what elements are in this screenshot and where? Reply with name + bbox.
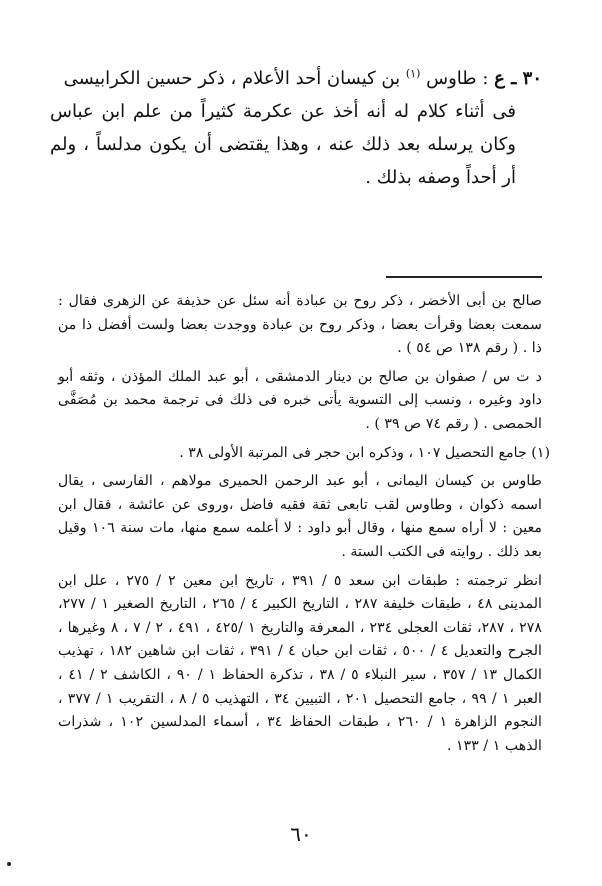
footnote-paragraph-tawus: طاوس بن كيسان اليمانى ، أبو عبد الرحمن الحميرى مولاهم ، الفارسى ، يقال اسمه ذكوان ، وطاوس لقب تابعى ثقة فقيه فاضل ،وروى عن عائشة ، فقال ابن معين : لا أراه سمع منها ، وقال أبو داود : لا أعلمه سمع منها، مات سنة ١٠٦ وقيل بعد ذلك . روايته فى الكتب الستة . — [58, 473, 543, 560]
scan-edge-mark — [7, 862, 11, 866]
footnote-paragraph-safwan: د ت س / صفوان بن صالح بن دينار الدمشقى ، أبو عبد الملك المؤذن ، وثقه أبو داود وغيره ، ونسب إلى التسوية يأتى خبره فى ذلك فى ترجمة محمد بن مُصَفَّى الحمصى . ( رقم ٧٤ ص ٣٩ ) . — [58, 368, 542, 432]
page-body — [50, 62, 550, 754]
main-entry — [50, 62, 542, 194]
footnote-reference[interactable]: (١) — [405, 67, 421, 80]
footnote-separator-rule — [386, 276, 542, 278]
entry-text-line1: بن كيسان أحد الأعلام ، ذكر حسين الكرابيسى — [63, 68, 406, 89]
footnotes-section — [58, 290, 550, 763]
entry-name: طاوس — [426, 68, 477, 89]
footnote-paragraph-sources: انظر ترجمته : طبقات ابن سعد ٥ / ٣٩١ ، تاريخ ابن معين ٢ / ٢٧٥ ، علل ابن المدينى ٤٨ ، طبقات خليفة ٢٨٧ ، التاريخ الكبير ٤ / ٢٦٥ ، التاريخ الصغير ١ / ٢٧٧، ٢٧٨ ، ٢٨٧، ثقات العجلى ٢٣٤ ، المعرفة والتاريخ ١ /٤٢٥ ، ٤٩١ ، ٢ / ٧ ، ٨ وغيرها ، الجرح والتعديل ٤ / ٥٠٠ ، ثقات ابن حبان ٤ / ٣٩١ ، ثقات ابن شاهين ١٨٢ ، تهذيب الكمال ١٣ / ٣٥٧ ، سير النبلاء ٥ / ٣٨ ، تذكرة الحفاظ ١ / ٩٠ ، الكاشف ٢ / ٤١ ، العبر ١ / ٩٩ ، جامع التحصيل ٢٠١ ، التبيين ٣٤ ، التهذيب ٥ / ٨ ، التقريب ١ / ٣٧٧ ، النجوم الزاهرة ١ / ٢٦٠ ، طبقات الحفاظ ٣٤ ، أسماء المدلسين ١٠٢ ، شذرات الذهب ١ / ١٣٣ . — [58, 572, 542, 754]
entry-number: ٣٠ ـ ع — [494, 68, 542, 89]
footnote-1: (١) جامع التحصيل ١٠٧ ، وذكره ابن حجر فى المرتبة الأولى ٣٨ . — [179, 444, 550, 461]
footnote-paragraph-saleh: صالح بن أبى الأخضر ، ذكر روح بن عبادة أنه سئل عن حذيفة عن الزهرى فقال : سمعت بعضا وقرأت بعضا ، وذكر روح بن عبادة ووجدت بعضا ولست أفضل ذا من ذا . ( رقم ١٣٨ ص ٥٤ ) . — [58, 293, 542, 357]
entry-first-line — [50, 62, 542, 95]
entry-text-body: فى أثناء كلام له أنه أخذ عن عكرمة كثيراً من علم ابن عباس وكان يرسله بعد ذلك عنه ، وهذا يقتضى أن يكون مدلساً ، ولم أر أحداً وصفه بذلك . — [50, 101, 516, 188]
entry-separator: : — [476, 68, 495, 89]
page-number: ٦٠ — [290, 822, 312, 846]
